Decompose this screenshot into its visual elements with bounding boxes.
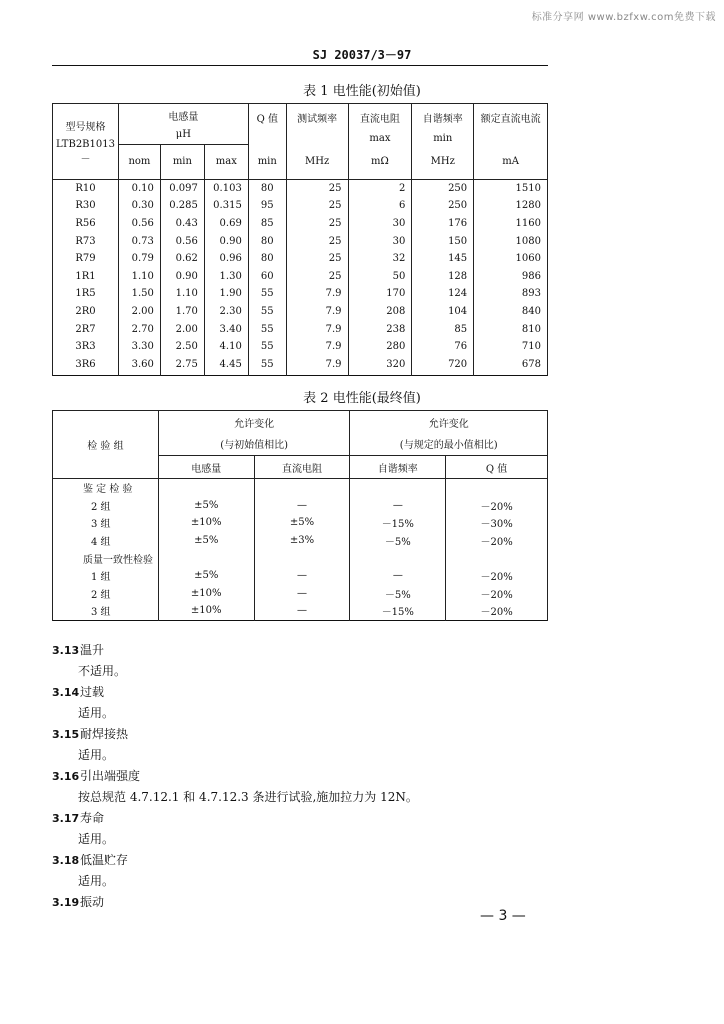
t2-header-group: 检 验 组 <box>53 411 159 479</box>
value-cell: －20% <box>446 602 548 620</box>
t1-header-nom: nom <box>118 144 160 179</box>
model-cell: 3R6 <box>53 355 119 375</box>
value-cell: 2.70 <box>118 320 160 338</box>
value-cell: — <box>254 602 350 620</box>
document-number: SJ 20037/3－97 <box>312 48 412 62</box>
value-cell: 1.50 <box>118 285 160 303</box>
clause-body: 按总规范 4.7.12.1 和 4.7.12.3 条进行试验,施加拉力为 12N。 <box>78 790 418 804</box>
group-label: 1 组 <box>53 567 159 585</box>
value-cell: 2 <box>348 179 412 197</box>
clause-number: 3.14 <box>52 686 80 699</box>
value-cell: 1510 <box>474 179 548 197</box>
value-cell: 1.70 <box>160 303 204 321</box>
value-cell: 6 <box>348 197 412 215</box>
value-cell: 710 <box>474 338 548 356</box>
model-cell: R56 <box>53 215 119 233</box>
clause-title: 低温贮存 <box>80 853 129 867</box>
clause-heading <box>52 640 548 661</box>
table-row <box>53 320 548 338</box>
t1-header-dcr-label: 直流电阻 <box>359 114 400 125</box>
clause-heading <box>52 892 548 913</box>
model-cell: 2R0 <box>53 303 119 321</box>
page-number: — 3 — <box>480 908 526 924</box>
t1-header-dcr <box>348 104 412 145</box>
clause-number: 3.19 <box>52 896 80 909</box>
value-cell: 0.73 <box>118 232 160 250</box>
value-cell: 80 <box>248 250 286 268</box>
table-row <box>53 479 548 497</box>
value-cell: 7.9 <box>286 303 348 321</box>
value-cell: 55 <box>248 320 286 338</box>
value-cell: 1080 <box>474 232 548 250</box>
value-cell: 25 <box>286 267 348 285</box>
model-cell: 2R7 <box>53 320 119 338</box>
value-cell: 7.9 <box>286 320 348 338</box>
clause-body: 适用。 <box>78 874 115 888</box>
value-cell: 145 <box>412 250 474 268</box>
value-cell: 0.43 <box>160 215 204 233</box>
value-cell: 25 <box>286 250 348 268</box>
table-row <box>53 267 548 285</box>
t1-header-type-line1: 型号规格 <box>65 121 106 133</box>
value-cell: 128 <box>412 267 474 285</box>
value-cell: 0.103 <box>204 179 248 197</box>
group-label: 4 组 <box>53 532 159 550</box>
table-row <box>53 514 548 532</box>
t2-header-inductance: 电感量 <box>158 456 254 479</box>
value-cell: 2.00 <box>160 320 204 338</box>
clause-number: 3.18 <box>52 854 80 867</box>
t2-header-srf: 自谐频率 <box>350 456 446 479</box>
value-cell: 280 <box>348 338 412 356</box>
model-cell: 1R1 <box>53 267 119 285</box>
value-cell: 7.9 <box>286 355 348 375</box>
value-cell: 104 <box>412 303 474 321</box>
value-cell: ±5% <box>158 532 254 550</box>
value-cell: 85 <box>412 320 474 338</box>
value-cell: 95 <box>248 197 286 215</box>
value-cell: 0.097 <box>160 179 204 197</box>
value-cell: 250 <box>412 197 474 215</box>
t1-header-srf-sub: min <box>433 133 453 144</box>
group-label: 鉴 定 检 验 <box>53 479 159 497</box>
watermark-text: 标准分享网 www.bzfxw.com免费下载 <box>531 12 716 23</box>
value-cell: －5% <box>350 532 446 550</box>
value-cell: 0.96 <box>204 250 248 268</box>
clauses-section <box>52 640 548 913</box>
clause-heading <box>52 808 548 829</box>
clause-number: 3.16 <box>52 770 80 783</box>
clause-title: 振动 <box>80 895 105 909</box>
value-cell: 0.315 <box>204 197 248 215</box>
value-cell <box>158 549 254 567</box>
value-cell: 840 <box>474 303 548 321</box>
table2-title: 表 2 电性能(最终值) <box>303 391 421 406</box>
t1-header-srf-unit: MHz <box>412 144 474 179</box>
t1-header-freq-unit: MHz <box>286 144 348 179</box>
clause-heading <box>52 682 548 703</box>
t2-header-allow2-line2: (与规定的最小值相比) <box>399 440 498 451</box>
t1-header-inductance <box>118 104 248 145</box>
value-cell: 2.50 <box>160 338 204 356</box>
table-row <box>53 585 548 603</box>
value-cell <box>350 479 446 497</box>
t1-header-max: max <box>204 144 248 179</box>
value-cell: 986 <box>474 267 548 285</box>
value-cell: 1.30 <box>204 267 248 285</box>
value-cell: －20% <box>446 497 548 515</box>
value-cell: 2.00 <box>118 303 160 321</box>
t1-header-type-line2: LTB2B1013－ <box>55 138 115 165</box>
t1-header-dcr-sub: max <box>369 133 391 144</box>
group-label: 2 组 <box>53 497 159 515</box>
value-cell: 1.10 <box>118 267 160 285</box>
table-row <box>53 532 548 550</box>
model-cell: R73 <box>53 232 119 250</box>
clause-heading <box>52 766 548 787</box>
value-cell: 76 <box>412 338 474 356</box>
value-cell <box>254 479 350 497</box>
value-cell: ±5% <box>254 514 350 532</box>
table-row <box>53 338 548 356</box>
value-cell: 32 <box>348 250 412 268</box>
table-row <box>53 285 548 303</box>
value-cell: －20% <box>446 567 548 585</box>
value-cell: ±10% <box>158 585 254 603</box>
clause-title: 耐焊接热 <box>80 727 129 741</box>
t2-header-allow2-line1: 允许变化 <box>428 419 469 430</box>
table-row <box>53 197 548 215</box>
value-cell: 80 <box>248 179 286 197</box>
value-cell: 0.79 <box>118 250 160 268</box>
clause-heading <box>52 850 548 871</box>
value-cell <box>254 549 350 567</box>
value-cell: 4.10 <box>204 338 248 356</box>
model-cell: 3R3 <box>53 338 119 356</box>
value-cell: －15% <box>350 514 446 532</box>
table-row <box>53 232 548 250</box>
value-cell: 720 <box>412 355 474 375</box>
clause-title: 过载 <box>80 685 105 699</box>
clause-body: 适用。 <box>78 748 115 762</box>
model-cell: R30 <box>53 197 119 215</box>
t1-header-rated-unit: mA <box>474 144 548 179</box>
value-cell <box>446 549 548 567</box>
value-cell: 893 <box>474 285 548 303</box>
value-cell: ±3% <box>254 532 350 550</box>
model-cell: R79 <box>53 250 119 268</box>
value-cell: 30 <box>348 215 412 233</box>
value-cell: －5% <box>350 585 446 603</box>
value-cell: — <box>350 497 446 515</box>
clause-number: 3.15 <box>52 728 80 741</box>
t1-header-q: Q 值 <box>248 104 286 145</box>
value-cell: 0.90 <box>204 232 248 250</box>
value-cell: 0.56 <box>160 232 204 250</box>
value-cell: 3.40 <box>204 320 248 338</box>
clause-title: 温升 <box>80 643 105 657</box>
value-cell: 80 <box>248 232 286 250</box>
table-row <box>53 179 548 197</box>
group-label: 质量一致性检验 <box>53 549 159 567</box>
value-cell: 208 <box>348 303 412 321</box>
t2-header-allow1 <box>158 411 350 456</box>
value-cell: 25 <box>286 197 348 215</box>
table-row <box>53 602 548 620</box>
value-cell: 238 <box>348 320 412 338</box>
t1-header-dcr-unit: mΩ <box>348 144 412 179</box>
value-cell: 1060 <box>474 250 548 268</box>
value-cell: 170 <box>348 285 412 303</box>
value-cell: 1280 <box>474 197 548 215</box>
table-row <box>53 497 548 515</box>
value-cell: — <box>254 567 350 585</box>
value-cell: －20% <box>446 585 548 603</box>
value-cell: 25 <box>286 179 348 197</box>
value-cell: 810 <box>474 320 548 338</box>
value-cell: ±5% <box>158 497 254 515</box>
value-cell: 678 <box>474 355 548 375</box>
value-cell: 2.75 <box>160 355 204 375</box>
t1-header-rated: 额定直流电流 <box>474 104 548 145</box>
model-cell: R10 <box>53 179 119 197</box>
value-cell: －20% <box>446 532 548 550</box>
value-cell: 85 <box>248 215 286 233</box>
value-cell: 1160 <box>474 215 548 233</box>
clause-body: 适用。 <box>78 706 115 720</box>
value-cell: 1.10 <box>160 285 204 303</box>
value-cell <box>350 549 446 567</box>
t1-header-type <box>53 104 119 180</box>
value-cell: 25 <box>286 232 348 250</box>
value-cell: ±10% <box>158 514 254 532</box>
clause-body: 不适用。 <box>78 664 127 678</box>
t1-header-q-sub: min <box>248 144 286 179</box>
group-label: 3 组 <box>53 602 159 620</box>
value-cell: 0.30 <box>118 197 160 215</box>
clause-number: 3.13 <box>52 644 80 657</box>
group-label: 3 组 <box>53 514 159 532</box>
group-label: 2 组 <box>53 585 159 603</box>
value-cell: 55 <box>248 338 286 356</box>
value-cell: 50 <box>348 267 412 285</box>
table-row <box>53 250 548 268</box>
table1-title: 表 1 电性能(初始值) <box>303 84 421 99</box>
table-row <box>53 549 548 567</box>
value-cell <box>446 479 548 497</box>
table1-electrical-initial <box>52 103 548 376</box>
value-cell: 3.30 <box>118 338 160 356</box>
value-cell: 250 <box>412 179 474 197</box>
t1-header-min: min <box>160 144 204 179</box>
t1-header-inductance-unit: μH <box>175 128 191 140</box>
clause-number: 3.17 <box>52 812 80 825</box>
value-cell: 0.10 <box>118 179 160 197</box>
value-cell: －30% <box>446 514 548 532</box>
t2-header-dcr: 直流电阻 <box>254 456 350 479</box>
table-row <box>53 355 548 375</box>
clause-body: 适用。 <box>78 832 115 846</box>
t2-header-allow1-line1: 允许变化 <box>234 419 275 430</box>
value-cell: 30 <box>348 232 412 250</box>
value-cell: — <box>350 567 446 585</box>
value-cell <box>158 479 254 497</box>
table2-electrical-final <box>52 410 548 621</box>
value-cell: 55 <box>248 303 286 321</box>
table-row <box>53 215 548 233</box>
value-cell: 150 <box>412 232 474 250</box>
header-rule <box>52 65 548 66</box>
clause-title: 寿命 <box>80 811 105 825</box>
value-cell: 7.9 <box>286 285 348 303</box>
t1-header-srf-label: 自谐频率 <box>422 114 463 125</box>
value-cell: 176 <box>412 215 474 233</box>
value-cell: ±10% <box>158 602 254 620</box>
value-cell: 0.90 <box>160 267 204 285</box>
value-cell: 55 <box>248 285 286 303</box>
t1-header-freq: 测试频率 <box>286 104 348 145</box>
model-cell: 1R5 <box>53 285 119 303</box>
value-cell: — <box>254 585 350 603</box>
value-cell: 124 <box>412 285 474 303</box>
value-cell: －15% <box>350 602 446 620</box>
value-cell: 3.60 <box>118 355 160 375</box>
t2-header-allow2 <box>350 411 548 456</box>
t1-header-srf <box>412 104 474 145</box>
value-cell: 0.69 <box>204 215 248 233</box>
t2-header-q: Q 值 <box>446 456 548 479</box>
table-row <box>53 303 548 321</box>
value-cell: — <box>254 497 350 515</box>
value-cell: 0.285 <box>160 197 204 215</box>
table-row <box>53 567 548 585</box>
clause-title: 引出端强度 <box>80 769 141 783</box>
clause-heading <box>52 724 548 745</box>
value-cell: 0.62 <box>160 250 204 268</box>
value-cell: 25 <box>286 215 348 233</box>
value-cell: 320 <box>348 355 412 375</box>
value-cell: 4.45 <box>204 355 248 375</box>
value-cell: 0.56 <box>118 215 160 233</box>
t2-header-allow1-line2: (与初始值相比) <box>220 440 289 451</box>
t1-header-inductance-label: 电感量 <box>168 111 199 123</box>
value-cell: 55 <box>248 355 286 375</box>
value-cell: 60 <box>248 267 286 285</box>
value-cell: 2.30 <box>204 303 248 321</box>
value-cell: 7.9 <box>286 338 348 356</box>
value-cell: 1.90 <box>204 285 248 303</box>
value-cell: ±5% <box>158 567 254 585</box>
